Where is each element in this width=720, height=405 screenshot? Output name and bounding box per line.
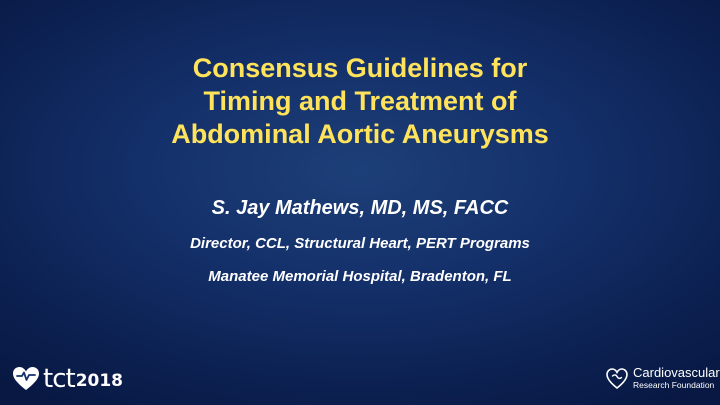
title-line-1: Consensus Guidelines for (192, 53, 528, 83)
slide-title (0, 52, 720, 151)
crf-logo (606, 366, 720, 391)
presenter-institution: Manatee Memorial Hospital, Bradenton, FL (208, 268, 512, 285)
crf-logo-line1: Cardiovascular (633, 365, 720, 380)
tct-logo-text: tct (43, 364, 75, 394)
heart-icon (12, 366, 40, 392)
title-line-3: Abdominal Aortic Aneurysms (171, 119, 549, 149)
title-line-2: Timing and Treatment of (203, 86, 517, 116)
presenter-name: S. Jay Mathews, MD, MS, FACC (211, 197, 509, 219)
crf-logo-text (633, 366, 720, 391)
heart-icon (606, 368, 628, 390)
crf-logo-line2: Research Foundation (633, 380, 715, 390)
tct-logo (12, 364, 123, 394)
tct-logo-year: 2018 (75, 371, 124, 391)
presenter-role: Director, CCL, Structural Heart, PERT Programs (190, 235, 530, 252)
